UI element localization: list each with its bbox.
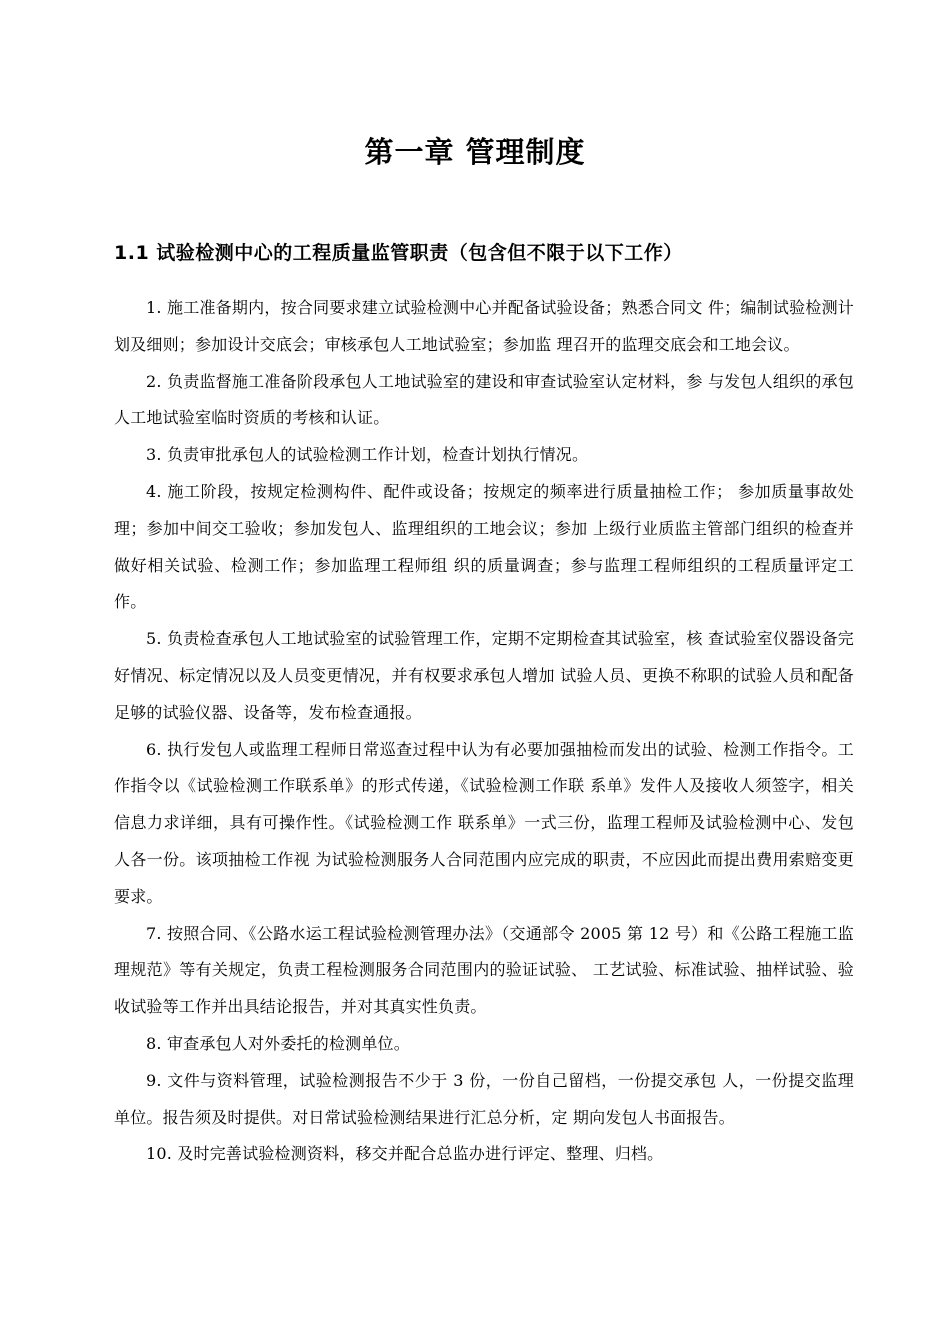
chapter-title: 第一章 管理制度 — [364, 135, 586, 169]
paragraph-4: 4. 施工阶段，按规定检测构件、配件或设备；按规定的频率进行质量抽检工作； 参加质量事故处理；参加中间交工验收；参加发包人、监理组织的工地会议；参加 上级行业质监主管部门组织的检查并做好相关试验、检测工作；参加监理工程师组 织的质量调查；参与监理工程师组织的工程质量评定工作。 — [114, 481, 854, 612]
document-body — [114, 290, 854, 1173]
paragraph-10: 10. 及时完善试验检测资料，移交并配合总监办进行评定、整理、归档。 — [146, 1144, 664, 1164]
paragraph-6: 6. 执行发包人或监理工程师日常巡查过程中认为有必要加强抽检而发出的试验、检测工作指令。工作指令以《试验检测工作联系单》的形式传递，《试验检测工作联 系单》发件人及接收人须签字，相关信息力求详细，具有可操作性。《试验检测工作 联系单》一式三份，监理工程师及试验检测中心、发包人各一份。该项抽检工作视 为试验检测服务人合同范围内应完成的职责，不应因此而提出费用索赔变更要求。 — [114, 739, 854, 906]
paragraph-3: 3. 负责审批承包人的试验检测工作计划，检查计划执行情况。 — [146, 445, 589, 465]
paragraph-5: 5. 负责检查承包人工地试验室的试验管理工作，定期不定期检查其试验室，核 查试验室仪器设备完好情况、标定情况以及人员变更情况，并有权要求承包人增加 试验人员、更换不称职的试验人员和配备足够的试验仪器、设备等，发布检查通报。 — [114, 629, 854, 722]
section-title: 1.1 试验检测中心的工程质量监管职责（包含但不限于以下工作） — [114, 242, 683, 264]
paragraph-9: 9. 文件与资料管理，试验检测报告不少于 3 份，一份自己留档，一份提交承包 人，一份提交监理单位。报告须及时提供。对日常试验检测结果进行汇总分析，定 期向发包人书面报告。 — [114, 1070, 854, 1127]
paragraph-8: 8. 审查承包人对外委托的检测单位。 — [146, 1033, 410, 1053]
paragraph-7: 7. 按照合同、《公路水运工程试验检测管理办法》（交通部令 2005 第 12 号）和《公路工程施工监理规范》等有关规定，负责工程检测服务合同范围内的验证试验、 工艺试验、标准试验、抽样试验、验收试验等工作并出具结论报告，并对其真实性负责。 — [114, 923, 854, 1017]
paragraph-2: 2. 负责监督施工准备阶段承包人工地试验室的建设和审查试验室认定材料，参 与发包人组织的承包人工地试验室临时资质的考核和认证。 — [114, 371, 854, 428]
paragraph-1: 1. 施工准备期内，按合同要求建立试验检测中心并配备试验设备；熟悉合同文 件；编制试验检测计划及细则；参加设计交底会；审核承包人工地试验室；参加监 理召开的监理交底会和工地会议。 — [114, 298, 854, 354]
